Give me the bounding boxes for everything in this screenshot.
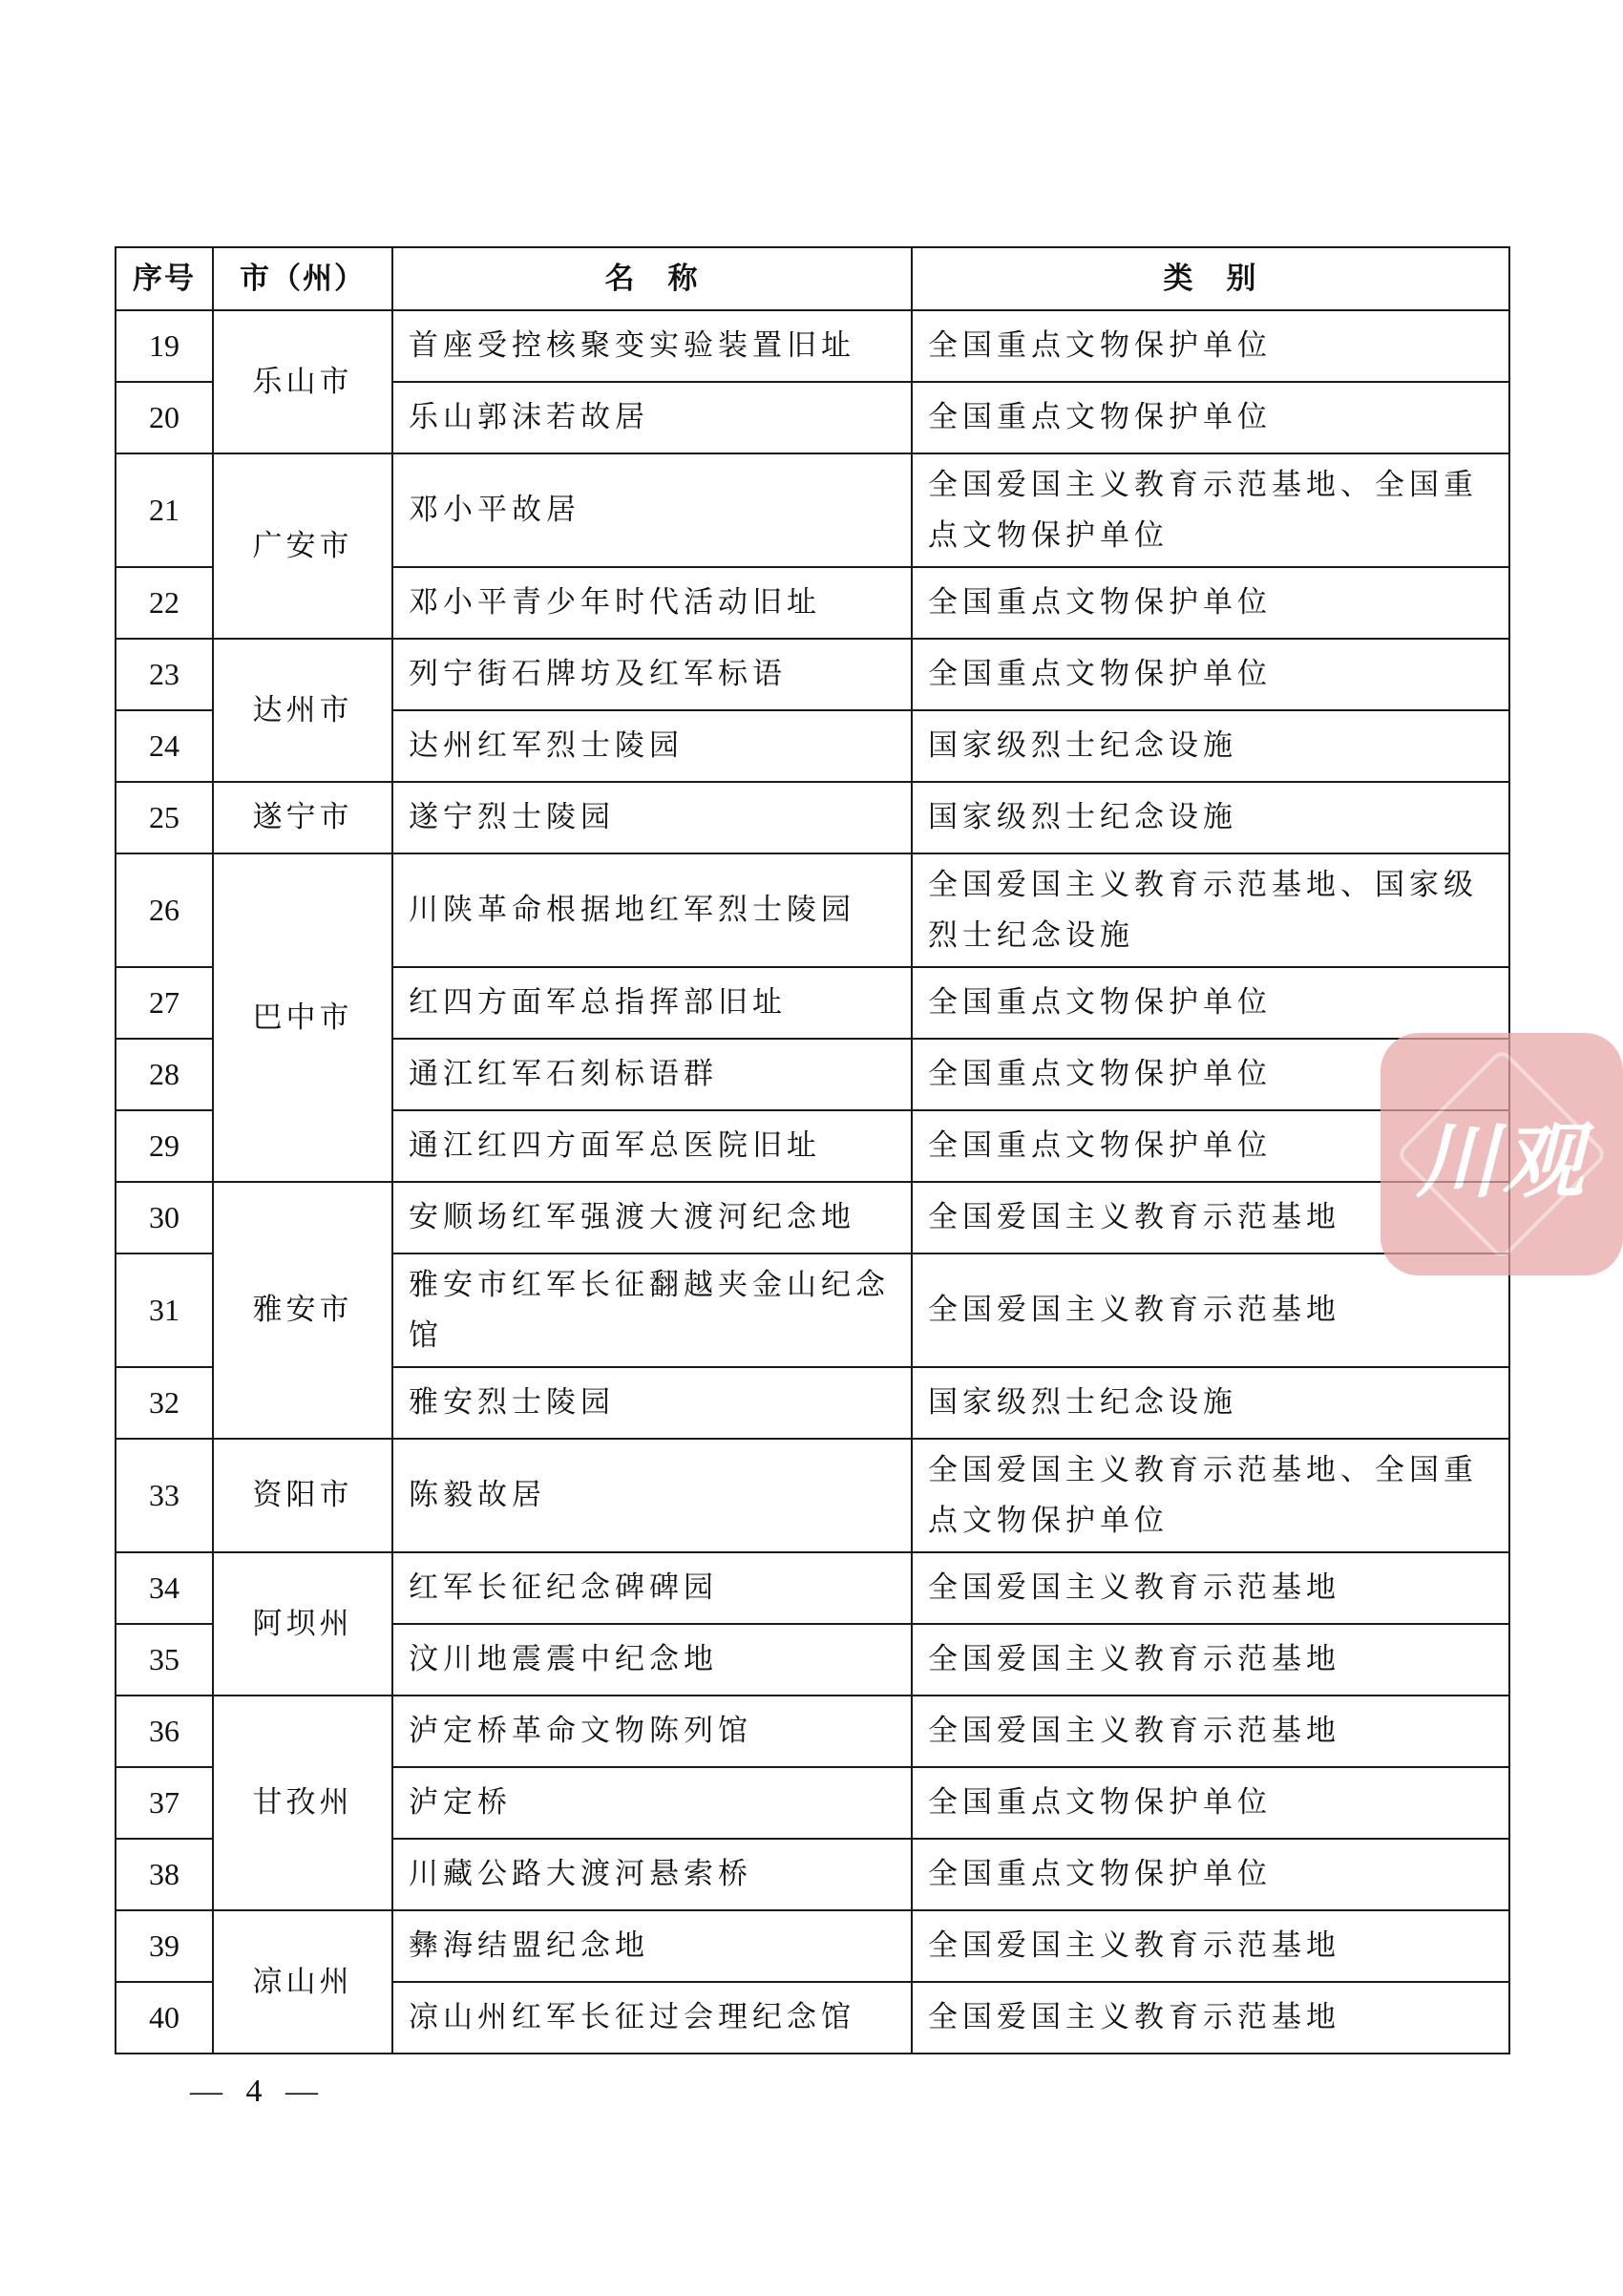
site-category: 全国重点文物保护单位 — [912, 1839, 1509, 1910]
table-row — [116, 853, 1509, 967]
site-category: 全国爱国主义教育示范基地、国家级烈士纪念设施 — [912, 853, 1509, 967]
city-cell: 遂宁市 — [213, 782, 392, 853]
site-name: 陈毅故居 — [392, 1439, 912, 1552]
table-row — [116, 453, 1509, 567]
row-number: 39 — [116, 1910, 213, 1982]
site-name: 泸定桥 — [392, 1767, 912, 1839]
row-number: 23 — [116, 639, 213, 710]
site-name: 列宁街石牌坊及红军标语 — [392, 639, 912, 710]
row-number: 35 — [116, 1624, 213, 1696]
site-name: 邓小平故居 — [392, 453, 912, 567]
site-name: 川陕革命根据地红军烈士陵园 — [392, 853, 912, 967]
site-name: 邓小平青少年时代活动旧址 — [392, 567, 912, 639]
site-name: 雅安烈士陵园 — [392, 1367, 912, 1439]
row-number: 22 — [116, 567, 213, 639]
table-row — [116, 782, 1509, 853]
site-category: 全国重点文物保护单位 — [912, 967, 1509, 1039]
table-row — [116, 1910, 1509, 1982]
city-cell: 凉山州 — [213, 1910, 392, 2054]
table-row — [116, 1182, 1509, 1253]
row-number: 33 — [116, 1439, 213, 1552]
site-name: 川藏公路大渡河悬索桥 — [392, 1839, 912, 1910]
header-serial-number: 序号 — [116, 247, 213, 310]
city-cell: 甘孜州 — [213, 1696, 392, 1910]
site-category: 全国重点文物保护单位 — [912, 382, 1509, 453]
row-number: 19 — [116, 310, 213, 382]
site-category: 全国重点文物保护单位 — [912, 639, 1509, 710]
header-name: 名 称 — [392, 247, 912, 310]
city-cell: 资阳市 — [213, 1439, 392, 1552]
site-name: 通江红四方面军总医院旧址 — [392, 1110, 912, 1182]
row-number: 24 — [116, 710, 213, 782]
row-number: 36 — [116, 1696, 213, 1767]
site-category: 全国爱国主义教育示范基地、全国重点文物保护单位 — [912, 1439, 1509, 1552]
row-number: 40 — [116, 1982, 213, 2054]
site-category: 国家级烈士纪念设施 — [912, 710, 1509, 782]
site-category: 国家级烈士纪念设施 — [912, 782, 1509, 853]
city-cell: 达州市 — [213, 639, 392, 782]
site-category: 全国重点文物保护单位 — [912, 1767, 1509, 1839]
page-number: — 4 — — [190, 2074, 326, 2109]
table-row — [116, 639, 1509, 710]
site-name: 红四方面军总指挥部旧址 — [392, 967, 912, 1039]
site-name: 彝海结盟纪念地 — [392, 1910, 912, 1982]
site-name: 首座受控核聚变实验装置旧址 — [392, 310, 912, 382]
city-cell: 乐山市 — [213, 310, 392, 453]
table-row — [116, 1696, 1509, 1767]
site-category: 全国重点文物保护单位 — [912, 567, 1509, 639]
header-city: 市（州） — [213, 247, 392, 310]
row-number: 26 — [116, 853, 213, 967]
watermark-logo — [1381, 1033, 1623, 1275]
site-name: 雅安市红军长征翻越夹金山纪念馆 — [392, 1253, 912, 1367]
table-row — [116, 310, 1509, 382]
header-category: 类 别 — [912, 247, 1509, 310]
site-name: 遂宁烈士陵园 — [392, 782, 912, 853]
site-name: 通江红军石刻标语群 — [392, 1039, 912, 1110]
site-category: 全国爱国主义教育示范基地 — [912, 1552, 1509, 1624]
site-name: 乐山郭沫若故居 — [392, 382, 912, 453]
city-cell: 巴中市 — [213, 853, 392, 1182]
site-name: 达州红军烈士陵园 — [392, 710, 912, 782]
row-number: 25 — [116, 782, 213, 853]
city-cell: 雅安市 — [213, 1182, 392, 1439]
site-category: 全国重点文物保护单位 — [912, 1110, 1509, 1182]
row-number: 20 — [116, 382, 213, 453]
watermark-text: 川观 — [1416, 1114, 1588, 1210]
table-row — [116, 1439, 1509, 1552]
site-name: 汶川地震震中纪念地 — [392, 1624, 912, 1696]
site-name: 红军长征纪念碑碑园 — [392, 1552, 912, 1624]
row-number: 32 — [116, 1367, 213, 1439]
city-cell: 阿坝州 — [213, 1552, 392, 1696]
row-number: 37 — [116, 1767, 213, 1839]
site-category: 全国爱国主义教育示范基地 — [912, 1910, 1509, 1982]
site-category: 全国重点文物保护单位 — [912, 310, 1509, 382]
site-category: 国家级烈士纪念设施 — [912, 1367, 1509, 1439]
table-header-row — [116, 247, 1509, 310]
row-number: 28 — [116, 1039, 213, 1110]
site-name: 安顺场红军强渡大渡河纪念地 — [392, 1182, 912, 1253]
row-number: 31 — [116, 1253, 213, 1367]
city-cell: 广安市 — [213, 453, 392, 639]
site-name: 凉山州红军长征过会理纪念馆 — [392, 1982, 912, 2054]
table-row — [116, 1552, 1509, 1624]
site-category: 全国爱国主义教育示范基地 — [912, 1696, 1509, 1767]
row-number: 30 — [116, 1182, 213, 1253]
row-number: 21 — [116, 453, 213, 567]
heritage-sites-table — [115, 246, 1510, 2054]
row-number: 29 — [116, 1110, 213, 1182]
row-number: 27 — [116, 967, 213, 1039]
row-number: 34 — [116, 1552, 213, 1624]
site-category: 全国爱国主义教育示范基地 — [912, 1624, 1509, 1696]
site-name: 泸定桥革命文物陈列馆 — [392, 1696, 912, 1767]
row-number: 38 — [116, 1839, 213, 1910]
site-category: 全国爱国主义教育示范基地 — [912, 1253, 1509, 1367]
site-category: 全国爱国主义教育示范基地 — [912, 1182, 1509, 1253]
site-category: 全国爱国主义教育示范基地 — [912, 1982, 1509, 2054]
site-category: 全国重点文物保护单位 — [912, 1039, 1509, 1110]
site-category: 全国爱国主义教育示范基地、全国重点文物保护单位 — [912, 453, 1509, 567]
